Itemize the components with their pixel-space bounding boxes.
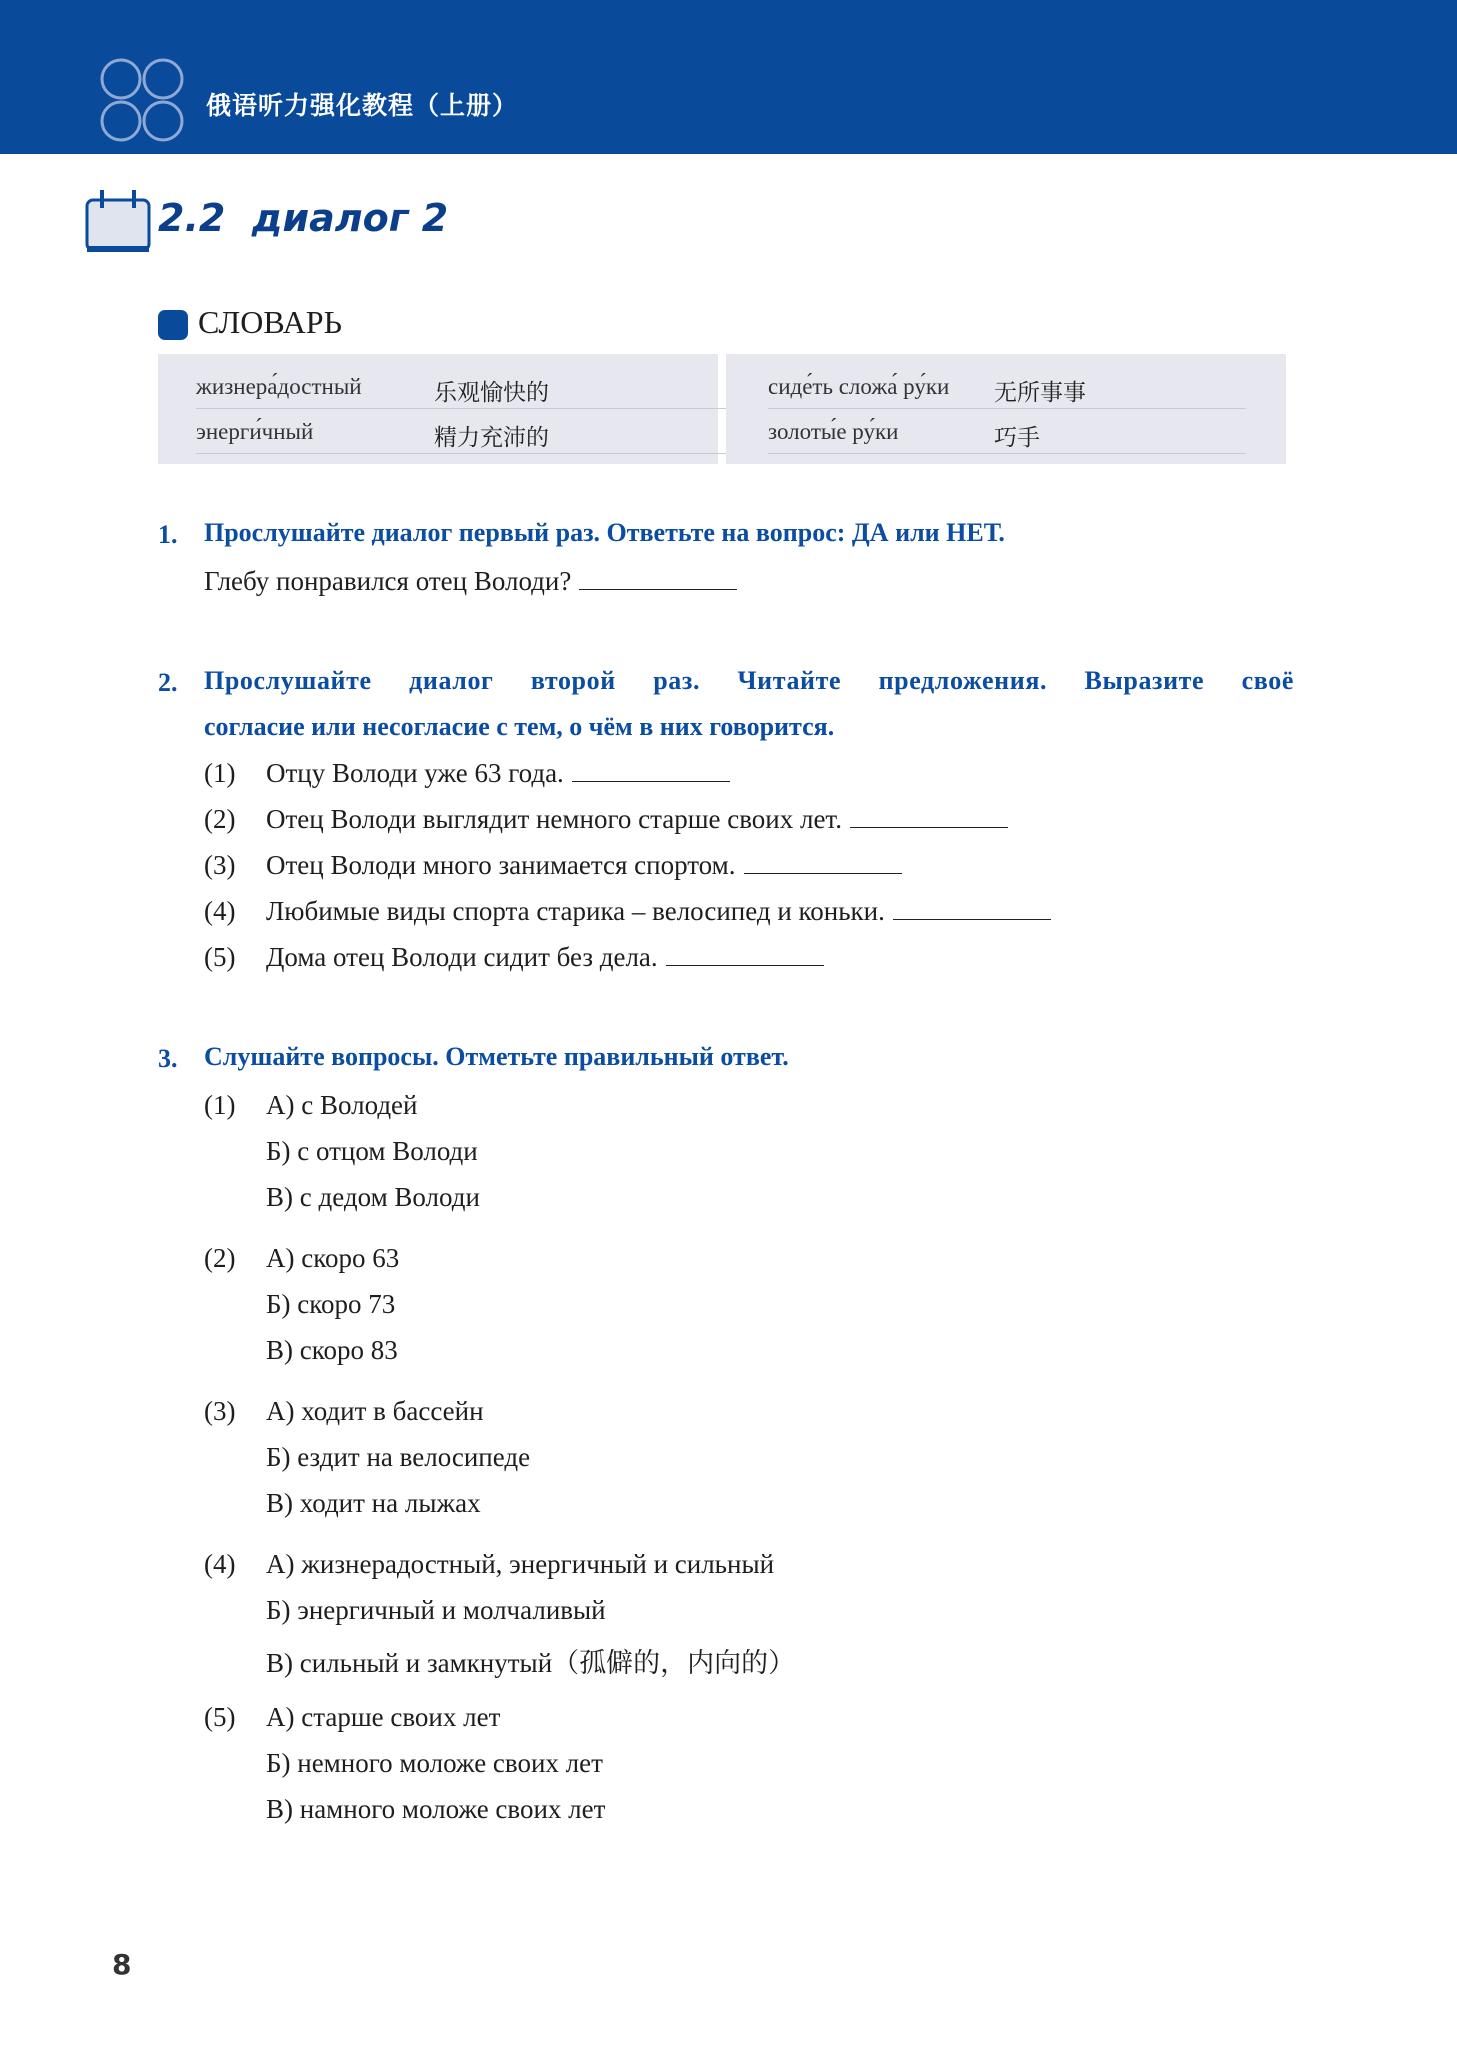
section-number: 2.2 [158, 196, 226, 240]
task-3-number: 3. [158, 1044, 178, 1073]
statement-text: Отец Володи выглядит немного старше своих лет. [266, 804, 842, 834]
question-number: (5) [204, 1702, 236, 1732]
answer-option[interactable]: Б) немного моложе своих лет [266, 1748, 603, 1778]
book-title: 俄语听力强化教程（上册） [206, 91, 519, 120]
task-1-number: 1. [158, 520, 178, 549]
answer-option[interactable]: В) ходит на лыжах [266, 1488, 481, 1518]
statement-item [266, 896, 1051, 927]
section-name: диалог 2 [251, 196, 449, 240]
task-2-instruction-line2: согласие или несогласие с тем, о чём в них говорится. [204, 712, 835, 741]
section-title [158, 196, 448, 240]
answer-option[interactable]: А) ходит в бассейн [266, 1396, 484, 1426]
answer-option[interactable]: А) с Володей [266, 1090, 418, 1120]
task-3-instruction: Слушайте вопросы. Отметьте правильный ответ. [204, 1042, 789, 1071]
statement-item [266, 850, 902, 881]
answer-option[interactable]: Б) скоро 73 [266, 1289, 396, 1319]
item-number: (2) [204, 804, 236, 834]
task-1-question-text: Глебу понравился отец Володи? [204, 566, 572, 596]
question-number: (1) [204, 1090, 236, 1120]
task-1-question [204, 566, 737, 597]
vocab-entry [768, 364, 1246, 409]
task-2-instruction-line1: Прослушайте диалог второй раз. Читайте предложения. Выразите своё [204, 666, 1294, 695]
answer-option[interactable]: Б) энергичный и молчаливый [266, 1595, 606, 1625]
question-number: (3) [204, 1396, 236, 1426]
answer-option[interactable]: А) жизнерадостный, энергичный и сильный [266, 1549, 775, 1579]
answer-blank[interactable] [666, 943, 824, 966]
header-bar [0, 0, 1457, 154]
vocab-word: жизнера́достный [196, 374, 362, 399]
statement-item [266, 942, 824, 973]
statement-text: Дома отец Володи сидит без дела. [266, 942, 658, 972]
answer-blank[interactable] [850, 805, 1008, 828]
item-number: (4) [204, 896, 236, 926]
vocab-translation: 巧手 [994, 425, 1040, 451]
answer-option[interactable]: А) скоро 63 [266, 1243, 400, 1273]
vocab-translation: 无所事事 [994, 380, 1086, 406]
vocab-word: сиде́ть сложа́ ру́ки [768, 374, 950, 399]
vocab-box-right [726, 354, 1286, 464]
question-number: (2) [204, 1243, 236, 1273]
answer-option[interactable]: В) с дедом Володи [266, 1182, 480, 1212]
answer-option[interactable]: В) скоро 83 [266, 1335, 398, 1365]
statement-text: Отцу Володи уже 63 года. [266, 758, 564, 788]
answer-blank[interactable] [744, 851, 902, 874]
vocab-word: золоты́е ру́ки [768, 419, 899, 444]
calendar-icon [84, 188, 152, 254]
answer-blank[interactable] [893, 897, 1051, 920]
task-1-instruction: Прослушайте диалог первый раз. Ответьте на вопрос: ДА или НЕТ. [204, 518, 1005, 547]
statement-text: Отец Володи много занимается спортом. [266, 850, 736, 880]
statement-item [266, 758, 730, 789]
question-number: (4) [204, 1549, 236, 1579]
answer-blank[interactable] [572, 759, 730, 782]
answer-option[interactable]: Б) с отцом Володи [266, 1136, 478, 1166]
statement-item [266, 804, 1008, 835]
answer-blank[interactable] [579, 567, 737, 590]
statement-text: Любимые виды спорта старика – велосипед и коньки. [266, 896, 885, 926]
vocab-entry [768, 409, 1246, 454]
answer-option[interactable]: Б) ездит на велосипеде [266, 1442, 531, 1472]
item-number: (5) [204, 942, 236, 972]
vocab-translation: 乐观愉快的 [434, 380, 549, 406]
answer-option[interactable]: В) сильный и замкнутый（孤僻的，内向的） [266, 1648, 796, 1678]
answer-option[interactable]: А) старше своих лет [266, 1702, 501, 1732]
task-2-number: 2. [158, 668, 178, 697]
vocab-box-left [158, 354, 718, 464]
logo-icon [98, 56, 186, 144]
vocab-marker [158, 310, 188, 340]
item-number: (3) [204, 850, 236, 880]
answer-option[interactable]: В) намного моложе своих лет [266, 1794, 606, 1824]
item-number: (1) [204, 758, 236, 788]
vocab-heading: СЛОВАРЬ [198, 304, 342, 340]
vocab-translation: 精力充沛的 [434, 425, 549, 451]
page-number: 8 [112, 1948, 132, 1981]
vocab-word: энерги́чный [196, 419, 314, 444]
